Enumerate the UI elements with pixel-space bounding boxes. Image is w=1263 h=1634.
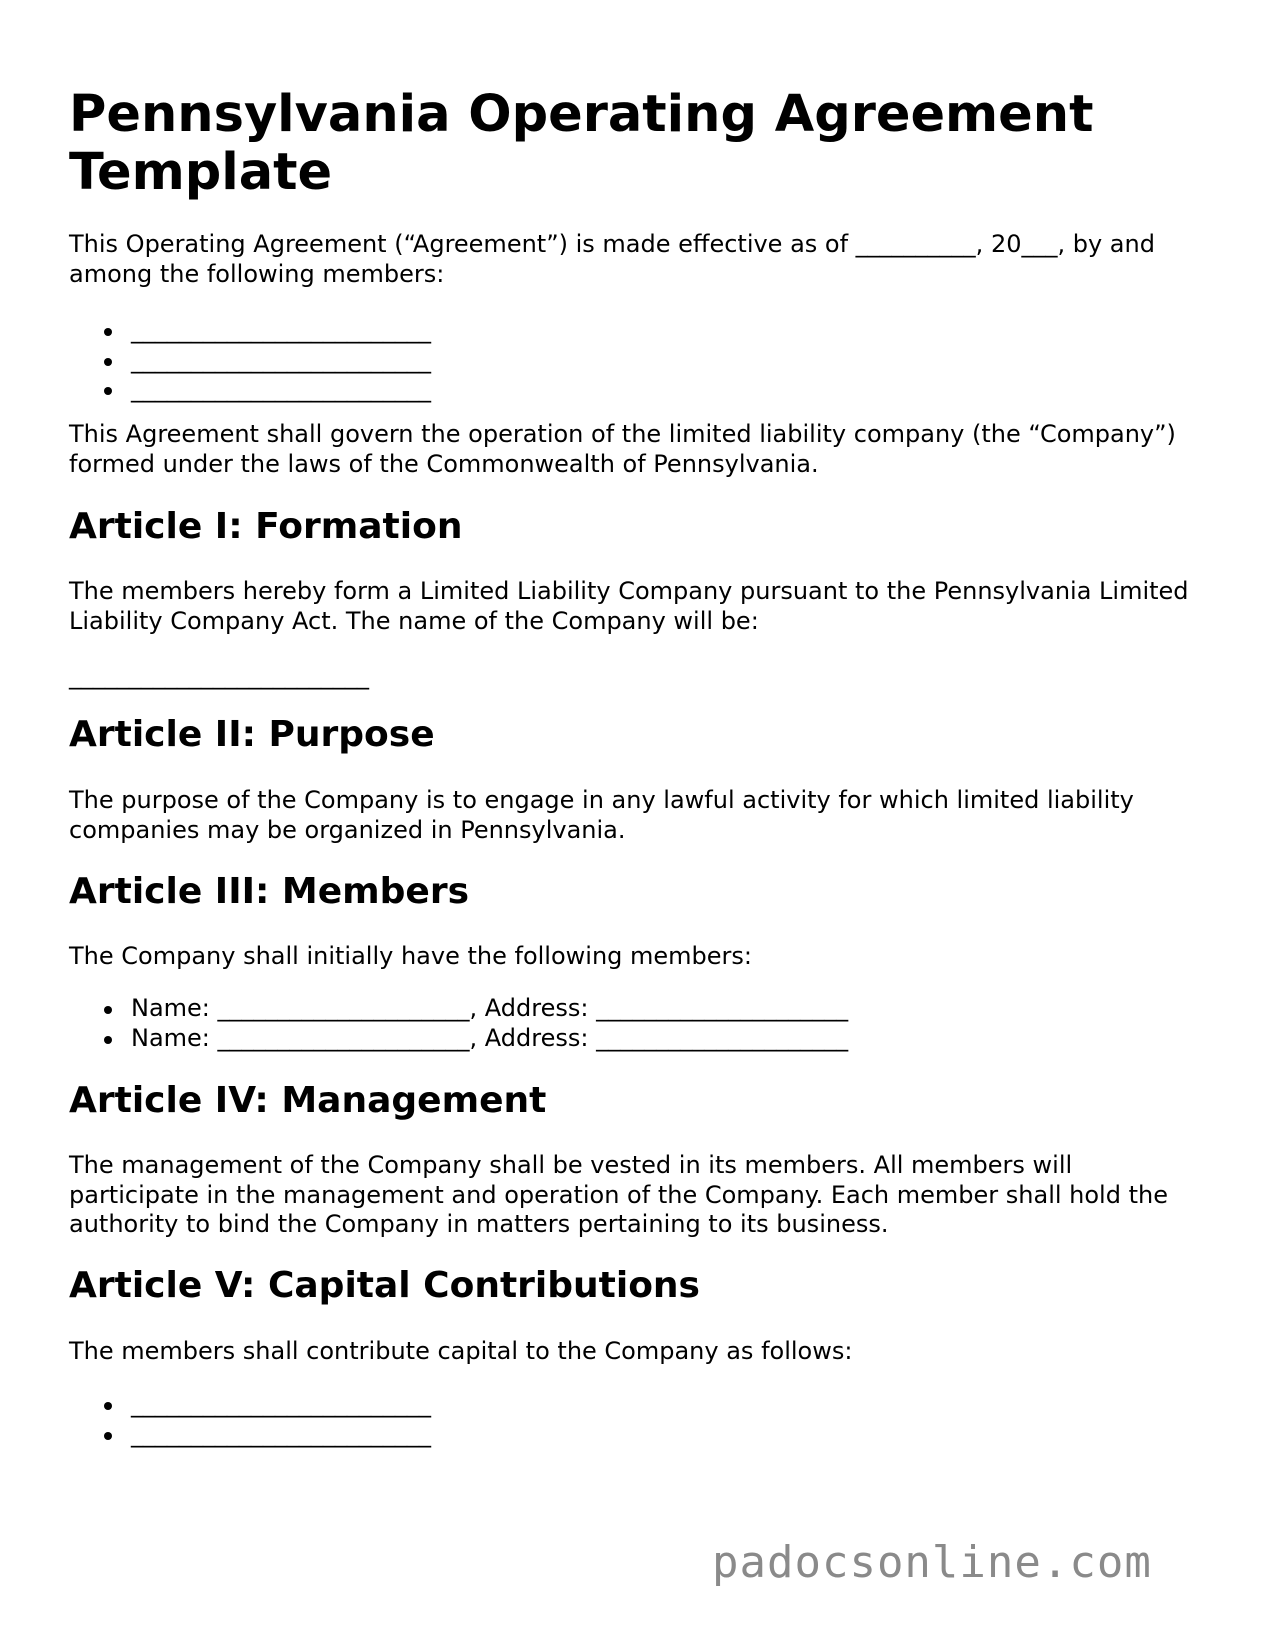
intro-member-list <box>69 316 431 405</box>
page-title: Pennsylvania Operating Agreement Template <box>69 85 1094 202</box>
members-list <box>69 994 848 1053</box>
site-watermark: padocsonline.com <box>712 1537 1152 1588</box>
article-purpose-text: The purpose of the Company is to engage in any lawful activity for which limited liability companies may be organized in Pennsylvania. <box>69 786 1134 844</box>
intro-paragraph: This Operating Agreement (“Agreement”) is made effective as of __________, 20___, by and among the following members: <box>69 230 1155 288</box>
list-item: Name: _____________________, Address: _____________________ <box>69 1024 848 1054</box>
list-item: _________________________ <box>69 346 431 376</box>
article-formation-heading: Article I: Formation <box>69 506 463 547</box>
company-name-blank: _________________________ <box>69 662 369 690</box>
list-item: _________________________ <box>69 316 431 346</box>
article-capital-heading: Article V: Capital Contributions <box>69 1265 700 1306</box>
article-members-text: The Company shall initially have the following members: <box>69 942 752 970</box>
article-members-heading: Article III: Members <box>69 871 470 912</box>
article-purpose-heading: Article II: Purpose <box>69 714 435 755</box>
article-management-heading: Article IV: Management <box>69 1080 547 1121</box>
article-management-text: The management of the Company shall be vested in its members. All members will participate in the management and operation of the Company. Each member shall hold the authority to bind the Company in matters pertaining to its business. <box>69 1151 1168 1238</box>
article-capital-text: The members shall contribute capital to the Company as follows: <box>69 1337 853 1365</box>
capital-list <box>69 1390 431 1449</box>
governance-paragraph: This Agreement shall govern the operation of the limited liability company (the “Company”) formed under the laws of the Commonwealth of Pennsylvania. <box>69 420 1176 478</box>
list-item: _________________________ <box>69 375 431 405</box>
list-item: _________________________ <box>69 1390 431 1420</box>
list-item: Name: _____________________, Address: _____________________ <box>69 994 848 1024</box>
article-formation-text: The members hereby form a Limited Liability Company pursuant to the Pennsylvania Limited Liability Company Act. The name of the Company will be: <box>69 577 1189 635</box>
list-item: _________________________ <box>69 1420 431 1450</box>
